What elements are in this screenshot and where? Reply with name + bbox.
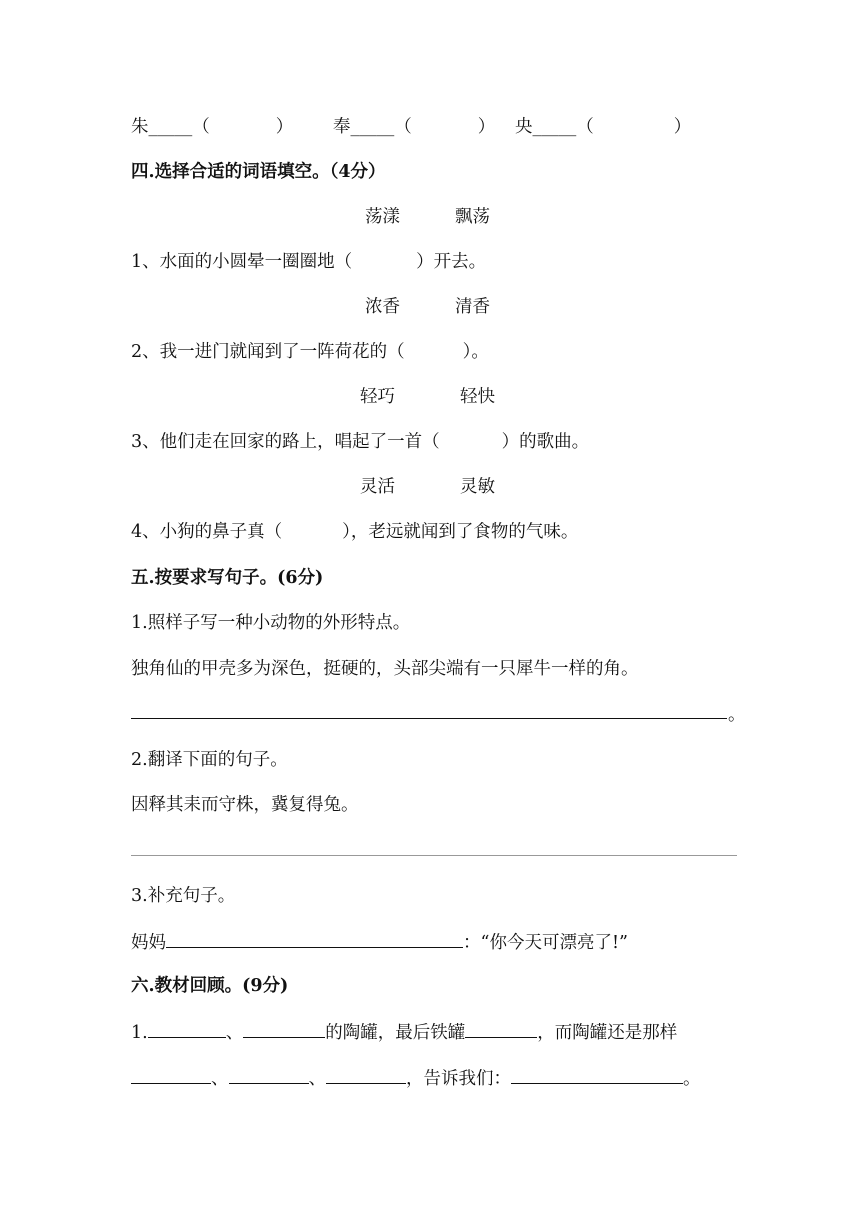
s6-sep-2: 、: [211, 1069, 229, 1089]
s6-blank-7[interactable]: [511, 1065, 683, 1084]
q4-3-after: ）的歌曲。: [501, 432, 590, 452]
q4-2-before: 2、我一进门就闻到了一阵荷花的（: [131, 342, 405, 362]
char-line-2: [333, 115, 495, 139]
s5-q3-prompt: 3.补充句子。: [131, 886, 236, 906]
s6-end: 。: [683, 1069, 701, 1089]
s5-q1-example: 独角仙的甲壳多为深色，挺硬的，头部尖端有一只犀牛一样的角。: [131, 659, 639, 679]
q4-1-after: ）开去。: [416, 252, 487, 272]
char-close-3: ）: [673, 117, 692, 137]
option-3a: 轻巧: [360, 387, 395, 407]
q4-3-before: 3、他们走在回家的路上，唱起了一首（: [131, 432, 440, 452]
section5-title: 五.按要求写句子。(6分): [131, 568, 324, 588]
s5-q1-answer-line[interactable]: [131, 718, 727, 719]
option-3b: 轻快: [460, 387, 495, 407]
s6-sep-1: 、: [225, 1023, 244, 1043]
section4-title: 四.选择合适的词语填空。（4分）: [131, 162, 386, 182]
s5-q1-prompt: 1.照样子写一种小动物的外形特点。: [131, 613, 411, 633]
q4-4-after: ），老远就闻到了食物的气味。: [342, 522, 579, 542]
option-1a: 荡漾: [365, 207, 400, 227]
char-line: [131, 115, 293, 139]
s6-line-1: [131, 1019, 677, 1045]
option-4b: 灵敏: [460, 477, 495, 497]
question-4-2: [131, 340, 489, 364]
s5-q1-end: 。: [728, 705, 746, 725]
s5-q3-start: 妈妈: [131, 933, 166, 953]
char-blank-2[interactable]: 奉_____（: [333, 117, 412, 137]
s5-q2-prompt: 2.翻译下面的句子。: [131, 750, 288, 770]
s5-q3-line: [131, 929, 628, 955]
option-4a: 灵活: [360, 477, 395, 497]
option-2a: 浓香: [365, 297, 400, 317]
s6-line-2: [131, 1065, 701, 1091]
s6-blank-4[interactable]: [131, 1065, 211, 1084]
s5-q2-sentence: 因释其耒而守株，冀复得兔。: [131, 795, 359, 815]
s6-text-2: ，而陶罐还是那样: [537, 1023, 678, 1043]
char-blank-1[interactable]: 朱_____（: [131, 117, 210, 137]
char-close-1: ）: [275, 117, 294, 137]
q4-2-after: ）。: [462, 342, 489, 362]
question-4-1: [131, 250, 486, 274]
options-3: [360, 385, 495, 409]
s6-blank-3[interactable]: [465, 1019, 537, 1038]
char-close-2: ）: [477, 117, 496, 137]
s6-blank-5[interactable]: [229, 1065, 309, 1084]
q4-1-before: 1、水面的小圆晕一圈圈地（: [131, 252, 353, 272]
options-1: [365, 205, 490, 229]
s6-num: 1.: [131, 1023, 148, 1043]
char-blank-3[interactable]: 央_____（: [515, 117, 594, 137]
char-line-3: [515, 115, 691, 139]
s5-q2-answer-line[interactable]: [131, 855, 737, 856]
option-2b: 清香: [455, 297, 490, 317]
options-4: [360, 475, 495, 499]
s6-blank-2[interactable]: [243, 1019, 325, 1038]
options-2: [365, 295, 490, 319]
s5-q3-blank[interactable]: [166, 929, 463, 948]
s6-blank-1[interactable]: [148, 1019, 226, 1038]
s6-text-3: ，告诉我们：: [406, 1069, 511, 1089]
s6-text-1: 的陶罐，最后铁罐: [325, 1023, 466, 1043]
section6-title: 六.教材回顾。(9分): [131, 976, 289, 996]
question-4-3: [131, 430, 589, 454]
option-1b: 飘荡: [455, 207, 490, 227]
s5-q3-end: ：“你今天可漂亮了!”: [463, 933, 628, 953]
s6-sep-3: 、: [308, 1069, 326, 1089]
question-4-4: [131, 520, 578, 544]
s6-blank-6[interactable]: [326, 1065, 406, 1084]
q4-4-before: 4、小狗的鼻子真（: [131, 522, 283, 542]
